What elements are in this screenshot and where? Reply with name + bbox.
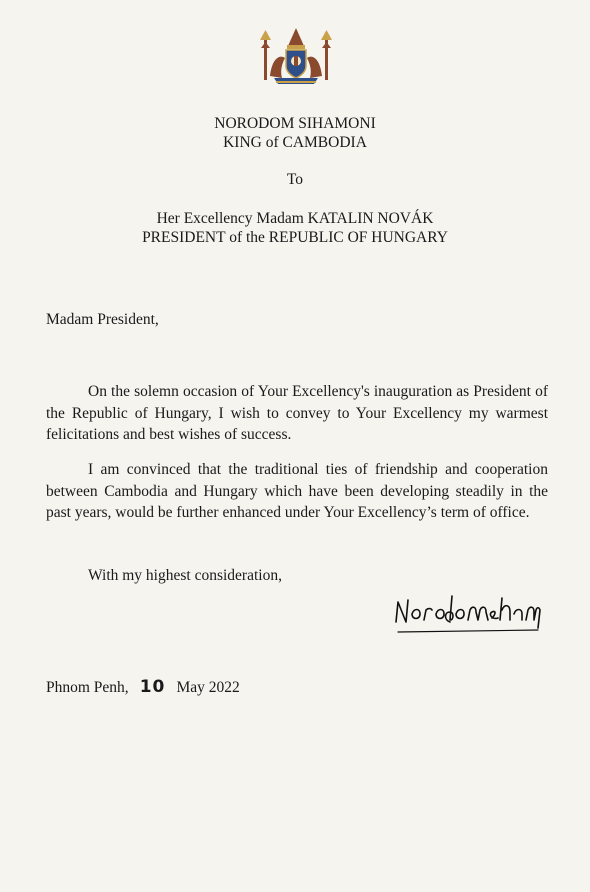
to-label: To bbox=[286, 171, 304, 188]
closing-line: With my highest consideration, bbox=[88, 567, 282, 584]
royal-coat-of-arms-icon bbox=[258, 28, 334, 86]
body-paragraph-1: On the solemn occasion of Your Excellency's inauguration as President of the Republic of Hungary, I wish to convey to Your Excellency my warmest felicitations and best wishes of success. bbox=[46, 383, 548, 443]
body-paragraph-2: I am convinced that the traditional ties of friendship and cooperation between Cambodia and Hungary which have been developing steadily in the past years, would be further enhanced under Your Excellency’s term of office. bbox=[46, 461, 548, 521]
sender-block bbox=[0, 114, 590, 152]
date-day: 10 bbox=[139, 677, 166, 697]
date-place: Phnom Penh, bbox=[46, 679, 129, 696]
sender-title: KING of CAMBODIA bbox=[223, 134, 367, 151]
recipient-title: PRESIDENT of the REPUBLIC OF HUNGARY bbox=[142, 229, 448, 246]
recipient-name: Her Excellency Madam KATALIN NOVÁK bbox=[156, 210, 434, 227]
date-month-year: May 2022 bbox=[176, 679, 240, 696]
handwritten-signature bbox=[392, 592, 542, 640]
recipient-block bbox=[0, 209, 590, 247]
salutation: Madam President, bbox=[46, 311, 159, 328]
sender-name: NORODOM SIHAMONI bbox=[214, 115, 376, 132]
date-line bbox=[46, 677, 240, 697]
